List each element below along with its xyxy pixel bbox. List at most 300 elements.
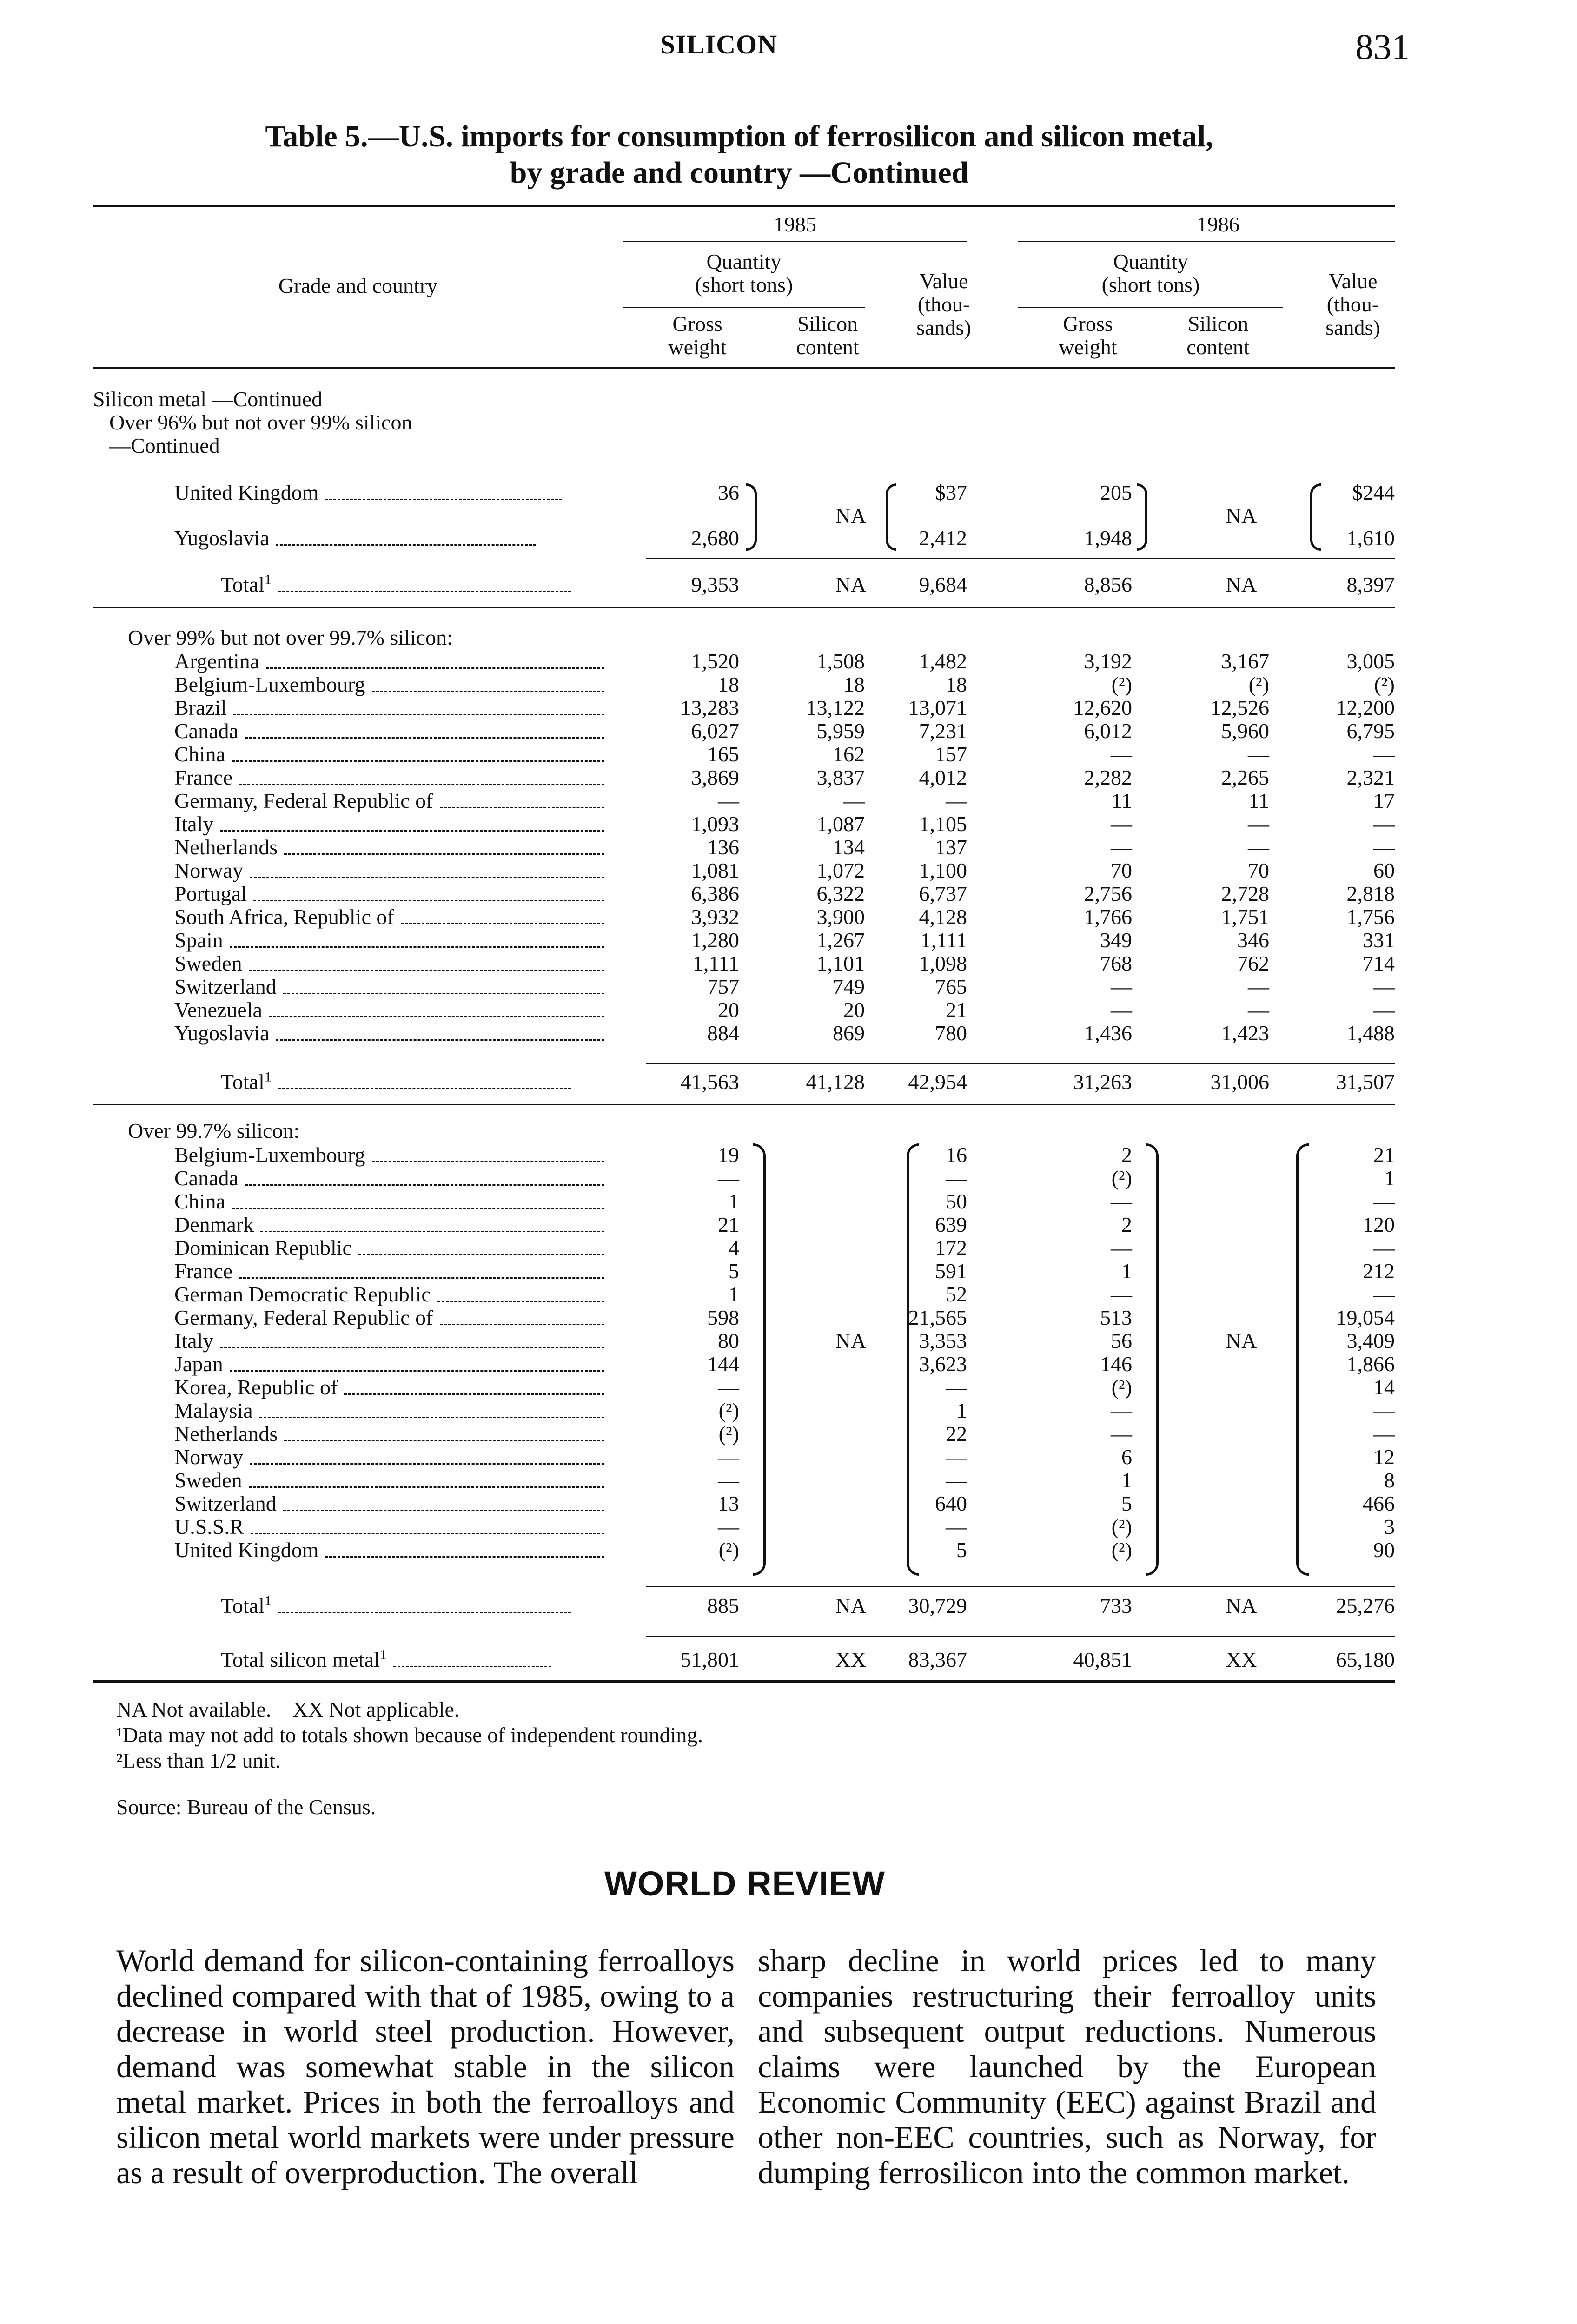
cell-value-1985: 765 <box>935 975 967 998</box>
cell-silicon-1985: 18 <box>843 673 865 696</box>
cell-silicon-1985: 20 <box>843 998 865 1022</box>
cell-silicon-1986: 5,960 <box>1221 719 1269 743</box>
total-gross-1985: 9,353 <box>691 573 739 596</box>
cell-silicon-1985: 869 <box>833 1021 865 1045</box>
cell-silicon-1986: 762 <box>1237 951 1269 975</box>
cell-value-1985: 1,482 <box>919 649 967 673</box>
table-row-label <box>174 1190 604 1213</box>
cell-gross-1986: — <box>1111 812 1132 836</box>
leader-dots <box>266 658 604 669</box>
cell-silicon-1986: 2,265 <box>1221 766 1269 789</box>
section1-subheading-cont: —Continued <box>109 434 220 457</box>
row-label-text: Belgium-Luxembourg <box>174 1143 365 1167</box>
row-label-text: Japan <box>174 1352 223 1376</box>
cell-gross-1986: 1 <box>1121 1259 1132 1283</box>
table-row-label <box>174 1283 604 1306</box>
leader-dots <box>401 914 604 924</box>
leader-dots <box>440 798 604 808</box>
leader-dots <box>283 984 604 994</box>
cell-gross-1986: 1,948 <box>1084 526 1132 550</box>
table-row-label <box>174 1260 604 1283</box>
cell-value-1985: 780 <box>935 1021 967 1045</box>
leader-dots <box>220 1338 604 1348</box>
row-label-text: Yugoslavia <box>174 526 270 550</box>
cell-value-1985: — <box>946 1375 967 1399</box>
total-gross-1986: 31,263 <box>1073 1070 1132 1094</box>
cell-gross-1986: — <box>1111 742 1132 766</box>
total-gross-1985: 885 <box>707 1594 739 1618</box>
table-row-label <box>174 1236 604 1260</box>
section3-heading: Over 99.7% silicon: <box>128 1119 300 1142</box>
value-label: Value <box>919 269 968 293</box>
leader-dots <box>220 821 604 832</box>
left-brace <box>907 1143 919 1576</box>
total-silicon-1986: NA <box>1226 573 1257 596</box>
cell-gross-1986: (²) <box>1111 1515 1132 1538</box>
year-1985-heading: 1985 <box>774 212 816 236</box>
body-column-right: sharp decline in world prices led to many companies restructuring their ferroalloy units and subsequent output reductions. Numerous claims were launched by the European Economic Community (EEC) against Brazil and other non-EEC countries, such as Norway, for dumping ferrosilicon into the common market. <box>758 1943 1376 2190</box>
cell-value-1986: 1,610 <box>1346 526 1395 550</box>
grand-total-label <box>221 1648 551 1671</box>
cell-gross-1986: 2,282 <box>1084 766 1132 789</box>
row-label-text: Germany, Federal Republic of <box>174 1306 433 1329</box>
leader-dots <box>260 1221 604 1232</box>
leader-dots <box>358 1245 604 1255</box>
cell-value-1985: 5 <box>956 1538 967 1562</box>
left-brace <box>1310 483 1321 551</box>
row-label-text: Argentina <box>174 649 260 673</box>
table-row-label <box>174 1446 604 1469</box>
cell-value-1986: 1,756 <box>1346 905 1395 929</box>
quantity-label: Quantity <box>1113 250 1188 273</box>
cell-gross-1985: 1,093 <box>691 812 739 836</box>
leader-dots <box>284 844 604 855</box>
quantity-label: Quantity <box>706 250 782 273</box>
source-note: Source: Bureau of the Census. <box>116 1795 376 1819</box>
cell-gross-1985: 19 <box>718 1143 739 1167</box>
cell-value-1985: — <box>946 1445 967 1469</box>
cell-value-1986: 3,409 <box>1346 1329 1395 1353</box>
table-row-label <box>174 998 604 1022</box>
cell-value-1986: 331 <box>1363 928 1395 952</box>
cell-gross-1986: 12,620 <box>1073 696 1132 720</box>
page-number: 831 <box>1355 26 1410 67</box>
cell-value-1986: 90 <box>1373 1538 1395 1562</box>
cell-gross-1985: 6,027 <box>691 719 739 743</box>
row-label-text: Netherlands <box>174 835 278 859</box>
silicon-content-heading-1986 <box>1162 312 1274 359</box>
table-row-label <box>174 1213 604 1236</box>
total-silicon-1986: NA <box>1226 1594 1257 1618</box>
cell-gross-1986: 56 <box>1111 1329 1132 1353</box>
cell-gross-1985: 20 <box>718 998 739 1022</box>
value-unit-2: sands) <box>1325 316 1380 339</box>
row-label-text: Switzerland <box>174 1492 277 1515</box>
weight-label: weight <box>668 335 727 359</box>
row-label-text: France <box>174 766 233 789</box>
cell-value-1985: — <box>946 1166 967 1190</box>
cell-value-1986: 12,200 <box>1336 696 1395 720</box>
cell-gross-1985: — <box>718 1375 739 1399</box>
grand-total-silicon-1986: XX <box>1226 1648 1257 1671</box>
leader-dots <box>239 774 604 785</box>
row-label-text: France <box>174 1259 233 1283</box>
cell-gross-1985: 598 <box>707 1306 739 1329</box>
quantity-unit: (short tons) <box>1101 273 1200 297</box>
row-label-text: Denmark <box>174 1213 254 1236</box>
cell-value-1985: 3,353 <box>919 1329 967 1353</box>
cell-gross-1985: 1 <box>729 1282 739 1306</box>
row-label-text: Yugoslavia <box>174 1021 270 1045</box>
subtotal-rule <box>646 558 1395 559</box>
cell-value-1985: 6,737 <box>919 882 967 905</box>
section2-heading: Over 99% but not over 99.7% silicon: <box>128 626 453 649</box>
leader-dots <box>276 1030 604 1041</box>
cell-gross-1986: 6,012 <box>1084 719 1132 743</box>
cell-value-1986: — <box>1373 998 1395 1022</box>
cell-gross-1986: 6 <box>1121 1445 1132 1469</box>
leader-dots <box>245 1175 604 1186</box>
row-label-text: Switzerland <box>174 975 277 998</box>
row-label-text: Norway <box>174 1445 244 1469</box>
cell-value-1985: 21,565 <box>908 1306 967 1329</box>
table-row-label <box>174 696 604 720</box>
cell-value-1985: 16 <box>946 1143 967 1167</box>
year-a-rule <box>623 241 967 242</box>
leader-dots <box>372 1152 604 1162</box>
leader-dots <box>259 1407 604 1418</box>
row-label-text: Korea, Republic of <box>174 1375 338 1399</box>
cell-value-1986: 1 <box>1384 1166 1395 1190</box>
row-label-text: China <box>174 742 225 766</box>
cell-silicon-1986: NA <box>1226 1329 1257 1353</box>
cell-gross-1985: 3,932 <box>691 905 739 929</box>
cell-value-1986: 1,866 <box>1346 1352 1395 1376</box>
right-brace <box>753 1143 766 1576</box>
cell-value-1985: 22 <box>946 1422 967 1446</box>
silicon-label: Silicon <box>1187 312 1249 336</box>
cell-gross-1986: — <box>1111 1189 1132 1213</box>
cell-gross-1986: 1,766 <box>1084 905 1132 929</box>
table-row-label <box>174 905 604 929</box>
table-row-label <box>174 1143 604 1167</box>
total-silicon-1985: 41,128 <box>806 1070 865 1094</box>
cell-silicon-1985: NA <box>835 504 867 528</box>
total-text: Total <box>221 1070 265 1094</box>
cell-value-1985: 1 <box>956 1399 967 1422</box>
leader-dots <box>250 867 604 878</box>
table-row-label <box>174 859 604 882</box>
cell-gross-1985: — <box>718 1166 739 1190</box>
cell-gross-1985: 1,520 <box>691 649 739 673</box>
row-label-text: Italy <box>174 812 214 836</box>
cell-gross-1985: 1,081 <box>691 858 739 882</box>
cell-silicon-1985: 3,837 <box>816 766 865 789</box>
table-row-label <box>174 1353 604 1376</box>
table-title-line1: Table 5.—U.S. imports for consumption of ferrosilicon and silicon metal, <box>265 119 1213 153</box>
leader-dots <box>440 1314 604 1325</box>
leader-dots <box>249 960 604 971</box>
cell-gross-1986: 205 <box>1100 481 1132 504</box>
cell-gross-1985: 18 <box>718 673 739 696</box>
table-row-label <box>174 720 604 743</box>
cell-value-1986: — <box>1373 835 1395 859</box>
cell-gross-1986: (²) <box>1111 673 1132 696</box>
cell-gross-1985: 3,869 <box>691 766 739 789</box>
cell-value-1986: 21 <box>1373 1143 1395 1167</box>
cell-value-1986: 8 <box>1384 1468 1395 1492</box>
qty-b-rule <box>1018 307 1283 308</box>
quantity-unit: (short tons) <box>695 273 793 297</box>
cell-gross-1986: (²) <box>1111 1166 1132 1190</box>
leader-dots <box>232 751 604 762</box>
cell-gross-1986: 11 <box>1111 789 1132 812</box>
left-brace <box>1296 1143 1309 1576</box>
value-unit-1: (thou- <box>917 292 970 316</box>
leader-dots <box>372 681 604 692</box>
gross-weight-heading-1985 <box>642 312 753 359</box>
cell-gross-1986: — <box>1111 1236 1132 1260</box>
leader-dots <box>325 1547 604 1558</box>
table-row-label <box>174 1538 604 1562</box>
cell-value-1985: 1,100 <box>919 858 967 882</box>
table-row-label <box>174 1376 604 1399</box>
total-label <box>221 1594 571 1618</box>
total-value-1986: 25,276 <box>1336 1594 1395 1618</box>
row-label-text: Norway <box>174 858 244 882</box>
cell-gross-1986: 1,436 <box>1084 1021 1132 1045</box>
cell-silicon-1986: — <box>1248 975 1269 998</box>
cell-silicon-1986: (²) <box>1248 673 1269 696</box>
cell-gross-1985: (²) <box>718 1399 739 1422</box>
cell-gross-1986: (²) <box>1111 1538 1132 1562</box>
cell-silicon-1985: NA <box>835 1329 867 1353</box>
cell-silicon-1986: 2,728 <box>1221 882 1269 905</box>
right-brace <box>1146 1143 1159 1576</box>
leader-dots <box>269 1007 604 1017</box>
total-gross-1985: 41,563 <box>680 1070 739 1094</box>
cell-gross-1985: — <box>718 1468 739 1492</box>
cell-gross-1986: 146 <box>1100 1352 1132 1376</box>
table-row-label <box>174 789 604 812</box>
row-label-text: South Africa, Republic of <box>174 905 394 929</box>
cell-gross-1986: 5 <box>1121 1492 1132 1515</box>
table-row-label <box>174 1469 604 1492</box>
cell-value-1985: 172 <box>935 1236 967 1260</box>
row-label-text: Belgium-Luxembourg <box>174 673 365 696</box>
row-label-text: Netherlands <box>174 1422 278 1446</box>
table-bottom-rule <box>93 1680 1395 1683</box>
section-end-rule <box>93 607 1395 608</box>
cell-value-1985: 52 <box>946 1282 967 1306</box>
weight-label: weight <box>1059 335 1117 359</box>
footnote-ref: 1 <box>264 1069 272 1085</box>
value-label: Value <box>1328 269 1378 293</box>
cell-value-1985: — <box>946 1515 967 1538</box>
subtotal-rule <box>646 1063 1395 1064</box>
cell-value-1986: 2,818 <box>1346 882 1395 905</box>
row-label-text: Sweden <box>174 1468 242 1492</box>
cell-gross-1986: — <box>1111 835 1132 859</box>
cell-gross-1986: — <box>1111 998 1132 1022</box>
table-row-label <box>174 1422 604 1446</box>
cell-silicon-1986: 11 <box>1248 789 1269 812</box>
cell-value-1986: 19,054 <box>1336 1306 1395 1329</box>
cell-gross-1985: — <box>718 1445 739 1469</box>
cell-gross-1985: 80 <box>718 1329 739 1353</box>
gross-weight-heading-1986 <box>1032 312 1144 359</box>
cell-silicon-1986: 12,526 <box>1210 696 1269 720</box>
cell-silicon-1985: 1,072 <box>816 858 865 882</box>
cell-gross-1986: — <box>1111 1422 1132 1446</box>
cell-silicon-1986: NA <box>1226 504 1257 528</box>
cell-silicon-1985: 3,900 <box>816 905 865 929</box>
cell-silicon-1985: 1,267 <box>816 928 865 952</box>
row-label-text: Portugal <box>174 882 247 905</box>
value-heading-1985 <box>897 270 990 339</box>
grand-total-silicon-1985: XX <box>835 1648 867 1671</box>
cell-value-1986: 3,005 <box>1346 649 1395 673</box>
cell-value-1985: — <box>946 789 967 812</box>
value-unit-1: (thou- <box>1326 292 1379 316</box>
leader-dots <box>232 1198 604 1209</box>
cell-silicon-1985: 162 <box>833 742 865 766</box>
cell-value-1986: 60 <box>1373 858 1395 882</box>
cell-value-1985: — <box>946 1468 967 1492</box>
table-row-label <box>174 673 604 696</box>
cell-gross-1985: 6,386 <box>691 882 739 905</box>
cell-value-1986: 14 <box>1373 1375 1395 1399</box>
row-label-text: Malaysia <box>174 1399 253 1422</box>
total-text: Total <box>221 573 265 596</box>
running-header-title: SILICON <box>660 29 777 59</box>
table-row-label <box>174 1022 604 1045</box>
cell-value-1985: 137 <box>935 835 967 859</box>
total-value-1986: 8,397 <box>1346 573 1395 596</box>
cell-gross-1985: — <box>718 789 739 812</box>
cell-gross-1986: 3,192 <box>1084 649 1132 673</box>
cell-silicon-1985: 134 <box>833 835 865 859</box>
cell-value-1986: (²) <box>1374 673 1395 696</box>
value-heading-1986 <box>1306 270 1399 339</box>
cell-silicon-1986: 3,167 <box>1221 649 1269 673</box>
table-row-label <box>174 527 536 550</box>
total-text: Total <box>221 1594 265 1618</box>
cell-silicon-1985: 1,087 <box>816 812 865 836</box>
cell-gross-1985: 13 <box>718 1492 739 1515</box>
cell-value-1985: 591 <box>935 1259 967 1283</box>
leader-dots <box>251 1524 604 1534</box>
value-unit-2: sands) <box>916 316 971 339</box>
cell-value-1986: 12 <box>1373 1445 1395 1469</box>
leader-dots <box>245 728 604 739</box>
grand-total-gross-1986: 40,851 <box>1073 1648 1132 1671</box>
cell-silicon-1985: — <box>843 789 865 812</box>
cell-gross-1985: 757 <box>707 975 739 998</box>
cell-gross-1986: 2 <box>1121 1213 1132 1236</box>
body-column-left: World demand for silicon-containing ferroalloys declined compared with that of 1985, owing to a decrease in world steel production. However, demand was somewhat stable in the silicon metal market. Prices in both the ferroalloys and silicon metal world markets were under pressure as a result of overproduction. The overall <box>116 1943 735 2190</box>
cell-value-1986: 714 <box>1363 951 1395 975</box>
cell-gross-1985: 5 <box>729 1259 739 1283</box>
cell-gross-1986: 1 <box>1121 1468 1132 1492</box>
total-value-1985: 42,954 <box>908 1070 967 1094</box>
cell-silicon-1985: 6,322 <box>816 882 865 905</box>
cell-gross-1985: 21 <box>718 1213 739 1236</box>
cell-gross-1985: 1,111 <box>692 951 739 975</box>
table-row-label <box>174 1399 604 1422</box>
section1-subheading: Over 96% but not over 99% silicon <box>109 410 412 434</box>
leader-dots <box>233 705 604 715</box>
table-row-label <box>174 812 604 836</box>
cell-value-1986: — <box>1373 1282 1395 1306</box>
leader-dots <box>344 1384 604 1395</box>
footnote-ref: 1 <box>264 1593 272 1609</box>
cell-value-1986: — <box>1373 1236 1395 1260</box>
cell-gross-1986: 2 <box>1121 1143 1132 1167</box>
cell-value-1986: 212 <box>1363 1259 1395 1283</box>
cell-silicon-1986: 1,423 <box>1221 1021 1269 1045</box>
total-value-1985: 30,729 <box>908 1594 967 1618</box>
cell-value-1985: 2,412 <box>919 526 967 550</box>
leader-dots <box>250 1454 604 1465</box>
table-row-label <box>174 952 604 975</box>
leader-dots <box>278 581 571 592</box>
table-title <box>205 119 1274 191</box>
cell-silicon-1986: 346 <box>1237 928 1269 952</box>
gross-label: Gross <box>672 312 722 336</box>
cell-value-1986: 1,488 <box>1346 1021 1395 1045</box>
cell-gross-1986: (²) <box>1111 1375 1132 1399</box>
cell-value-1986: — <box>1373 1189 1395 1213</box>
silicon-content-heading-1985 <box>772 312 883 359</box>
total-silicon-1986: 31,006 <box>1210 1070 1269 1094</box>
qty-a-rule <box>623 307 865 308</box>
cell-value-1986: — <box>1373 1399 1395 1422</box>
cell-gross-1986: 70 <box>1111 858 1132 882</box>
content-label: content <box>796 335 859 359</box>
table-title-line2: by grade and country —Continued <box>510 156 969 190</box>
table-row-label <box>174 650 604 673</box>
year-b-rule <box>1018 241 1395 242</box>
gross-label: Gross <box>1063 312 1113 336</box>
row-label-text: Brazil <box>174 696 227 720</box>
cell-silicon-1986: 1,751 <box>1221 905 1269 929</box>
cell-gross-1986: 768 <box>1100 951 1132 975</box>
table-row-label <box>174 836 604 859</box>
cell-value-1986: 466 <box>1363 1492 1395 1515</box>
cell-value-1986: 2,321 <box>1346 766 1395 789</box>
leader-dots <box>249 1477 604 1488</box>
cell-silicon-1985: 13,122 <box>806 696 865 720</box>
table-row-label <box>174 481 562 504</box>
cell-silicon-1985: 1,101 <box>816 951 865 975</box>
section1-heading: Silicon metal —Continued <box>93 387 323 411</box>
grand-total-value-1985: 83,367 <box>908 1648 967 1671</box>
subtotal-rule <box>646 1586 1395 1587</box>
cell-value-1986: 17 <box>1373 789 1395 812</box>
cell-gross-1986: — <box>1111 1282 1132 1306</box>
leader-dots <box>284 1431 604 1441</box>
cell-gross-1985: 36 <box>718 481 739 504</box>
leader-dots <box>278 1079 571 1089</box>
cell-gross-1986: 2,756 <box>1084 882 1132 905</box>
table-row-label <box>174 975 604 998</box>
leader-dots <box>230 937 604 948</box>
grand-total-gross-1985: 51,801 <box>680 1648 739 1671</box>
cell-value-1985: 157 <box>935 742 967 766</box>
table-row-label <box>174 929 604 952</box>
total-silicon-1985: NA <box>835 573 867 596</box>
